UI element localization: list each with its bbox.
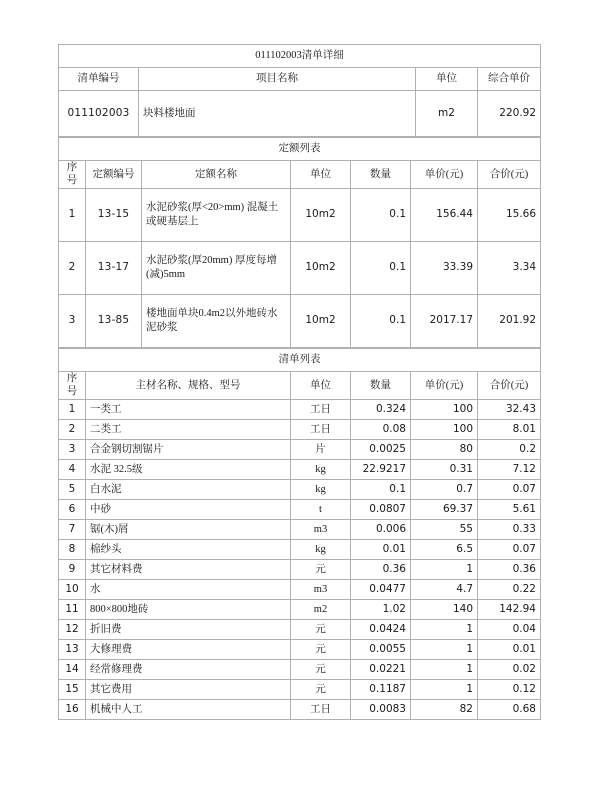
material-cell-name: 经常修理费 <box>86 659 291 679</box>
table-row <box>59 519 541 539</box>
quota-header-price: 单价(元) <box>411 161 478 189</box>
summary-cell-code: 011102003 <box>59 91 139 137</box>
material-cell-name: 二类工 <box>86 419 291 439</box>
summary-header-name: 项目名称 <box>139 68 416 91</box>
material-cell-no: 6 <box>59 499 86 519</box>
table-row <box>59 639 541 659</box>
summary-cell-name: 块料楼地面 <box>139 91 416 137</box>
table-row <box>59 439 541 459</box>
material-cell-price: 82 <box>411 699 478 719</box>
quota-cell-code: 13-15 <box>86 188 142 241</box>
material-cell-no: 7 <box>59 519 86 539</box>
summary-cell-unit: m2 <box>416 91 478 137</box>
material-cell-qty: 0.1187 <box>351 679 411 699</box>
table-row <box>59 579 541 599</box>
material-cell-no: 16 <box>59 699 86 719</box>
material-cell-total: 0.04 <box>478 619 541 639</box>
material-cell-unit: 元 <box>291 559 351 579</box>
material-cell-total: 5.61 <box>478 499 541 519</box>
material-cell-qty: 0.36 <box>351 559 411 579</box>
material-band-row <box>59 348 541 371</box>
material-cell-unit: t <box>291 499 351 519</box>
material-cell-qty: 1.02 <box>351 599 411 619</box>
material-cell-no: 5 <box>59 479 86 499</box>
quota-header-name: 定额名称 <box>142 161 291 189</box>
material-cell-price: 4.7 <box>411 579 478 599</box>
table-row <box>59 559 541 579</box>
table-row <box>59 699 541 719</box>
material-cell-name: 一类工 <box>86 399 291 419</box>
material-cell-price: 1 <box>411 639 478 659</box>
table-row <box>59 241 541 294</box>
quota-table <box>58 137 541 348</box>
material-cell-unit: m2 <box>291 599 351 619</box>
quota-header-no: 序号 <box>59 161 86 189</box>
material-cell-name: 水泥 32.5级 <box>86 459 291 479</box>
quota-cell-unit: 10m2 <box>291 294 351 347</box>
material-cell-price: 100 <box>411 419 478 439</box>
material-cell-no: 1 <box>59 399 86 419</box>
material-cell-no: 2 <box>59 419 86 439</box>
material-cell-price: 1 <box>411 619 478 639</box>
quotation-detail-sheet <box>58 44 540 720</box>
quota-cell-name: 水泥砂浆(厚<20>mm) 混凝土或硬基层上 <box>142 188 291 241</box>
material-cell-unit: 工日 <box>291 399 351 419</box>
quota-header-total: 合价(元) <box>478 161 541 189</box>
material-cell-total: 0.07 <box>478 479 541 499</box>
material-cell-total: 8.01 <box>478 419 541 439</box>
material-header-name: 主材名称、规格、型号 <box>86 371 291 399</box>
material-cell-total: 0.22 <box>478 579 541 599</box>
material-cell-no: 10 <box>59 579 86 599</box>
quota-cell-unit: 10m2 <box>291 241 351 294</box>
material-cell-qty: 0.0807 <box>351 499 411 519</box>
material-cell-name: 机械中人工 <box>86 699 291 719</box>
material-cell-qty: 0.006 <box>351 519 411 539</box>
material-cell-no: 12 <box>59 619 86 639</box>
quota-header-code: 定额编号 <box>86 161 142 189</box>
material-cell-qty: 0.0221 <box>351 659 411 679</box>
summary-header-row <box>59 68 541 91</box>
material-cell-name: 折旧费 <box>86 619 291 639</box>
material-cell-price: 0.7 <box>411 479 478 499</box>
table-row <box>59 499 541 519</box>
material-cell-total: 0.68 <box>478 699 541 719</box>
material-cell-price: 140 <box>411 599 478 619</box>
summary-header-price: 综合单价 <box>478 68 541 91</box>
material-cell-unit: 片 <box>291 439 351 459</box>
material-cell-unit: 工日 <box>291 699 351 719</box>
table-row <box>59 679 541 699</box>
material-cell-unit: 元 <box>291 619 351 639</box>
material-header-price: 单价(元) <box>411 371 478 399</box>
material-cell-qty: 0.0083 <box>351 699 411 719</box>
quota-cell-no: 1 <box>59 188 86 241</box>
material-cell-price: 1 <box>411 659 478 679</box>
quota-cell-no: 2 <box>59 241 86 294</box>
material-cell-no: 15 <box>59 679 86 699</box>
material-cell-unit: m3 <box>291 579 351 599</box>
material-cell-qty: 0.324 <box>351 399 411 419</box>
material-cell-total: 0.02 <box>478 659 541 679</box>
material-band-title: 清单列表 <box>59 348 541 371</box>
table-row <box>59 539 541 559</box>
quota-cell-code: 13-85 <box>86 294 142 347</box>
material-cell-qty: 0.0025 <box>351 439 411 459</box>
material-cell-name: 800×800地砖 <box>86 599 291 619</box>
material-cell-no: 9 <box>59 559 86 579</box>
material-cell-unit: 工日 <box>291 419 351 439</box>
material-cell-no: 3 <box>59 439 86 459</box>
material-cell-price: 0.31 <box>411 459 478 479</box>
material-cell-qty: 0.0424 <box>351 619 411 639</box>
material-cell-name: 白水泥 <box>86 479 291 499</box>
table-row <box>59 188 541 241</box>
material-header-total: 合价(元) <box>478 371 541 399</box>
material-header-no: 序号 <box>59 371 86 399</box>
quota-cell-price: 33.39 <box>411 241 478 294</box>
material-cell-name: 中砂 <box>86 499 291 519</box>
material-cell-name: 棉纱头 <box>86 539 291 559</box>
quota-cell-name: 水泥砂浆(厚20mm) 厚度每增(减)5mm <box>142 241 291 294</box>
material-cell-price: 69.37 <box>411 499 478 519</box>
material-cell-no: 4 <box>59 459 86 479</box>
quota-cell-price: 156.44 <box>411 188 478 241</box>
summary-header-unit: 单位 <box>416 68 478 91</box>
quota-cell-total: 3.34 <box>478 241 541 294</box>
material-cell-price: 6.5 <box>411 539 478 559</box>
page-title: 011102003清单详细 <box>59 45 541 68</box>
material-cell-total: 0.01 <box>478 639 541 659</box>
material-cell-total: 142.94 <box>478 599 541 619</box>
material-cell-name: 合金钢切割锯片 <box>86 439 291 459</box>
quota-cell-qty: 0.1 <box>351 241 411 294</box>
material-cell-qty: 0.08 <box>351 419 411 439</box>
quota-cell-total: 15.66 <box>478 188 541 241</box>
material-cell-unit: 元 <box>291 679 351 699</box>
material-cell-total: 0.12 <box>478 679 541 699</box>
material-cell-total: 0.33 <box>478 519 541 539</box>
material-cell-total: 0.07 <box>478 539 541 559</box>
material-cell-price: 1 <box>411 679 478 699</box>
material-cell-qty: 22.9217 <box>351 459 411 479</box>
quota-cell-total: 201.92 <box>478 294 541 347</box>
quota-header-qty: 数量 <box>351 161 411 189</box>
quota-cell-no: 3 <box>59 294 86 347</box>
material-cell-total: 0.2 <box>478 439 541 459</box>
quota-cell-unit: 10m2 <box>291 188 351 241</box>
material-cell-price: 1 <box>411 559 478 579</box>
material-cell-unit: kg <box>291 459 351 479</box>
material-cell-qty: 0.0477 <box>351 579 411 599</box>
material-cell-no: 8 <box>59 539 86 559</box>
material-cell-qty: 0.01 <box>351 539 411 559</box>
document-title-row <box>59 45 541 68</box>
table-row <box>59 599 541 619</box>
table-row <box>59 479 541 499</box>
quota-cell-qty: 0.1 <box>351 294 411 347</box>
material-cell-name: 其它费用 <box>86 679 291 699</box>
material-cell-name: 锯(木)屑 <box>86 519 291 539</box>
material-cell-unit: 元 <box>291 639 351 659</box>
material-cell-unit: kg <box>291 539 351 559</box>
material-header-unit: 单位 <box>291 371 351 399</box>
table-row <box>59 399 541 419</box>
summary-cell-price: 220.92 <box>478 91 541 137</box>
material-cell-no: 11 <box>59 599 86 619</box>
quota-band-row <box>59 138 541 161</box>
material-cell-no: 13 <box>59 639 86 659</box>
material-cell-name: 水 <box>86 579 291 599</box>
material-cell-price: 100 <box>411 399 478 419</box>
table-row <box>59 459 541 479</box>
table-row <box>59 294 541 347</box>
material-table <box>58 348 541 720</box>
material-cell-name: 其它材料费 <box>86 559 291 579</box>
quota-cell-price: 2017.17 <box>411 294 478 347</box>
table-row <box>59 619 541 639</box>
quota-cell-code: 13-17 <box>86 241 142 294</box>
material-cell-unit: kg <box>291 479 351 499</box>
summary-header-code: 清单编号 <box>59 68 139 91</box>
material-header-row <box>59 371 541 399</box>
material-cell-unit: m3 <box>291 519 351 539</box>
material-cell-qty: 0.1 <box>351 479 411 499</box>
material-cell-price: 55 <box>411 519 478 539</box>
material-cell-no: 14 <box>59 659 86 679</box>
quota-header-unit: 单位 <box>291 161 351 189</box>
material-cell-unit: 元 <box>291 659 351 679</box>
table-row <box>59 419 541 439</box>
material-cell-total: 7.12 <box>478 459 541 479</box>
quota-cell-qty: 0.1 <box>351 188 411 241</box>
material-cell-name: 大修理费 <box>86 639 291 659</box>
material-rows-body <box>59 399 541 719</box>
table-row <box>59 659 541 679</box>
quota-cell-name: 楼地面单块0.4m2以外地砖水泥砂浆 <box>142 294 291 347</box>
material-cell-total: 32.43 <box>478 399 541 419</box>
material-cell-total: 0.36 <box>478 559 541 579</box>
summary-row <box>59 91 541 137</box>
material-header-qty: 数量 <box>351 371 411 399</box>
summary-table <box>58 44 541 137</box>
quota-header-row <box>59 161 541 189</box>
quota-band-title: 定额列表 <box>59 138 541 161</box>
material-cell-qty: 0.0055 <box>351 639 411 659</box>
material-cell-price: 80 <box>411 439 478 459</box>
